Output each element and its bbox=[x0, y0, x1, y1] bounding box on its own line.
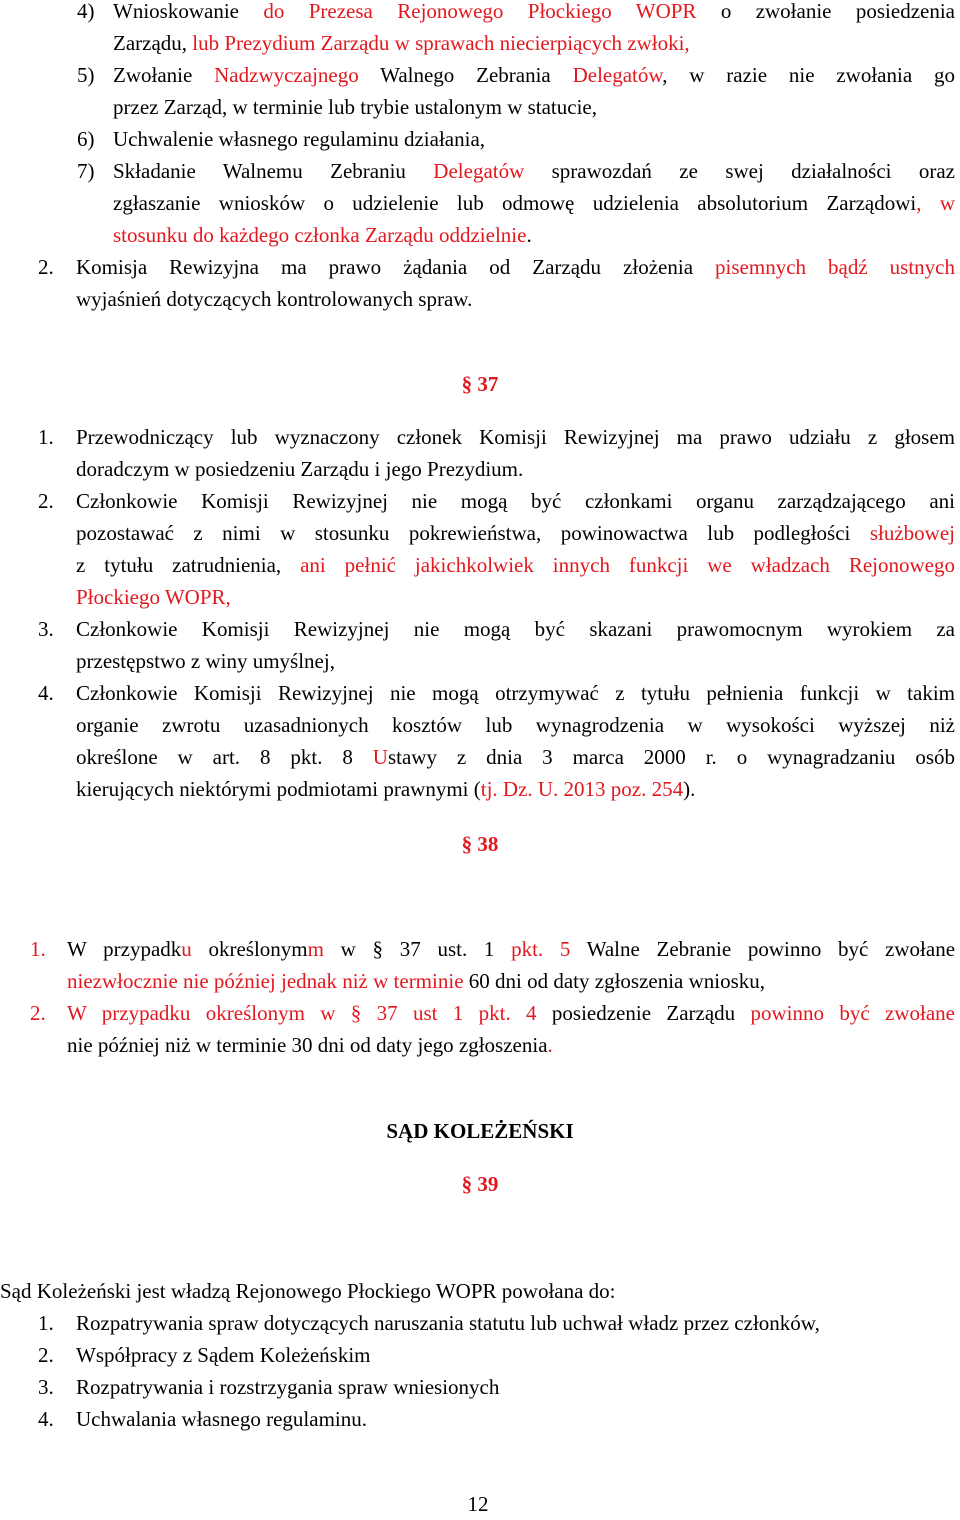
item-number: 4. bbox=[38, 681, 54, 705]
section-39-heading: § 39 bbox=[461, 1172, 499, 1196]
item-number: 3. bbox=[38, 1375, 54, 1399]
highlighted-text: pkt. 5 bbox=[494, 937, 571, 961]
item-number: 6) bbox=[77, 127, 95, 151]
item-number: 2. bbox=[38, 255, 54, 279]
list-item: Współpracy z Sądem Koleżeńskim bbox=[76, 1343, 371, 1367]
highlighted-text: ani pełnić jakichkolwiek innych funkcji we władzach Rejonowego bbox=[300, 553, 955, 577]
section-38-heading: § 38 bbox=[461, 832, 499, 856]
item-text-line bbox=[76, 549, 955, 581]
text-segment: pozostawać z nimi w stosunku pokrewieństwa, powinowactwa lub podległości bbox=[76, 521, 870, 545]
item-text-line bbox=[76, 677, 955, 709]
item-number: 7) bbox=[77, 159, 95, 183]
text-segment: 60 dni od daty zgłoszenia wniosku, bbox=[463, 969, 766, 993]
text-segment: Przewodniczący lub wyznaczony członek Komisji Rewizyjnej ma prawo udziału z głosem bbox=[76, 425, 955, 449]
highlighted-text: do Prezesa Rejonowego Płockiego WOPR bbox=[263, 0, 697, 23]
highlighted-text: lub Prezydium Zarządu w sprawach niecierpiących zwłoki, bbox=[192, 31, 690, 55]
text-segment: Walne Zebranie powinno być zwołane bbox=[570, 937, 956, 961]
highlighted-text: Delegatów bbox=[572, 63, 663, 87]
item-text-line bbox=[113, 123, 485, 155]
item-number: 2. bbox=[38, 1343, 54, 1367]
text-segment: Uchwalenie własnego regulaminu działania, bbox=[113, 127, 486, 151]
item-text-line bbox=[67, 933, 955, 965]
text-segment: określone w art. 8 pkt. 8 bbox=[76, 745, 373, 769]
highlighted-text: Płockiego WOPR, bbox=[76, 585, 231, 609]
list-item: Rozpatrywania spraw dotyczących naruszania statutu lub uchwał władz przez członków, bbox=[76, 1311, 820, 1335]
item-text-line bbox=[76, 421, 955, 453]
item-text-line bbox=[76, 517, 955, 549]
item-text-line bbox=[113, 27, 690, 59]
text-segment: Walnego Zebrania bbox=[358, 63, 573, 87]
item-text-line bbox=[113, 0, 955, 27]
item-text-line bbox=[67, 997, 955, 1029]
page-number: 12 bbox=[467, 1492, 489, 1516]
highlighted-text: u bbox=[181, 937, 192, 961]
text-segment: zgłaszanie wniosków o udzielenie lub odmowę udzielenia absolutorium Zarządowi bbox=[113, 191, 917, 215]
highlighted-text: służbowej bbox=[869, 521, 955, 545]
item-text-line bbox=[76, 741, 955, 773]
text-segment: Wnioskowanie bbox=[113, 0, 264, 23]
item-number: 1. bbox=[38, 1311, 54, 1335]
item-text-line bbox=[76, 453, 523, 485]
text-segment: nie później niż w terminie 30 dni od daty jego zgłoszenia bbox=[67, 1033, 548, 1057]
item-text-line bbox=[76, 251, 955, 283]
highlighted-text: powinno być zwołane bbox=[750, 1001, 955, 1025]
text-segment: organie zwrotu uzasadnionych kosztów lub wynagrodzenia w wysokości wyższej niż bbox=[76, 713, 955, 737]
text-segment: przez Zarząd, w terminie lub trybie ustalonym w statucie, bbox=[113, 95, 597, 119]
item-number: 4. bbox=[38, 1407, 54, 1431]
item-text-line bbox=[113, 187, 955, 219]
highlighted-text: U bbox=[372, 745, 388, 769]
item-text-line bbox=[76, 485, 955, 517]
text-segment: posiedzenie Zarządu bbox=[536, 1001, 751, 1025]
section-37-heading: § 37 bbox=[461, 372, 499, 396]
item-text-line bbox=[76, 283, 472, 315]
highlighted-text: W przypadku określonym w § 37 ust 1 pkt. 4 bbox=[67, 1001, 537, 1025]
text-segment: wyjaśnień dotyczących kontrolowanych spraw. bbox=[76, 287, 473, 311]
item-number: 4) bbox=[77, 0, 95, 23]
item-text-line bbox=[76, 773, 695, 805]
highlighted-text: pisemnych bądź ustnych bbox=[715, 255, 955, 279]
text-segment: przestępstwo z winy umyślnej, bbox=[76, 649, 335, 673]
item-number: 5) bbox=[77, 63, 95, 87]
item-number: 3. bbox=[38, 617, 54, 641]
highlighted-text: niezwłocznie nie później jednak niż w terminie bbox=[67, 969, 464, 993]
text-segment: z tytułu zatrudnienia, bbox=[76, 553, 301, 577]
list-item: Uchwalania własnego regulaminu. bbox=[76, 1407, 367, 1431]
text-segment: sprawozdań ze swej działalności oraz bbox=[524, 159, 955, 183]
highlighted-text: Nadzwyczajnego bbox=[214, 63, 359, 87]
item-text-line bbox=[76, 613, 955, 645]
text-segment: . bbox=[526, 223, 532, 247]
highlighted-text: tj. Dz. U. 2013 poz. 254 bbox=[480, 777, 684, 801]
list-item: Rozpatrywania i rozstrzygania spraw wniesionych bbox=[76, 1375, 500, 1399]
item-text-line bbox=[67, 1029, 553, 1061]
item-text-line bbox=[113, 219, 532, 251]
highlighted-text: , w bbox=[916, 191, 955, 215]
text-segment: Składanie Walnemu Zebraniu bbox=[113, 159, 434, 183]
item-text-line bbox=[76, 709, 955, 741]
item-text-line bbox=[76, 645, 335, 677]
item-text-line bbox=[113, 59, 955, 91]
text-segment: Zwołanie bbox=[113, 63, 215, 87]
item-text-line bbox=[67, 965, 765, 997]
item-number: 1. bbox=[30, 937, 46, 961]
item-number: 1. bbox=[38, 425, 54, 449]
text-segment: Zarządu, bbox=[113, 31, 193, 55]
item-text-line bbox=[113, 155, 955, 187]
highlighted-text: Delegatów bbox=[433, 159, 525, 183]
text-segment: Członkowie Komisji Rewizyjnej nie mogą być członkami organu zarządzającego ani bbox=[76, 489, 955, 513]
text-segment: określonym bbox=[191, 937, 308, 961]
text-segment: o zwołanie posiedzenia bbox=[696, 0, 955, 23]
item-text-line bbox=[76, 581, 231, 613]
intro-text: Sąd Koleżeński jest władzą Rejonowego Płockiego WOPR powołana do: bbox=[0, 1279, 616, 1303]
highlighted-text: stosunku do każdego członka Zarządu oddzielnie bbox=[113, 223, 527, 247]
text-segment: Członkowie Komisji Rewizyjnej nie mogą otrzymywać z tytułu pełnienia funkcji w takim bbox=[76, 681, 955, 705]
text-segment: ). bbox=[683, 777, 696, 801]
text-segment: doradczym w posiedzeniu Zarządu i jego Prezydium. bbox=[76, 457, 524, 481]
text-segment: Członkowie Komisji Rewizyjnej nie mogą być skazani prawomocnym wyrokiem za bbox=[76, 617, 955, 641]
item-number: 2. bbox=[38, 489, 54, 513]
chapter-heading: SĄD KOLEŻEŃSKI bbox=[386, 1119, 574, 1143]
item-text-line bbox=[113, 91, 597, 123]
highlighted-text: m bbox=[307, 937, 324, 961]
text-segment: Komisja Rewizyjna ma prawo żądania od Zarządu złożenia bbox=[76, 255, 716, 279]
item-number: 2. bbox=[30, 1001, 46, 1025]
highlighted-text: . bbox=[547, 1033, 553, 1057]
text-segment: W przypadk bbox=[67, 937, 182, 961]
text-segment: ust. 1 bbox=[437, 937, 495, 961]
text-segment: , w razie nie zwołania go bbox=[662, 63, 955, 87]
text-segment: stawy z dnia 3 marca 2000 r. o wynagradzaniu osób bbox=[387, 745, 956, 769]
text-segment: kierujących niektórymi podmiotami prawnymi ( bbox=[76, 777, 481, 801]
text-segment: w § 37 bbox=[323, 937, 438, 961]
